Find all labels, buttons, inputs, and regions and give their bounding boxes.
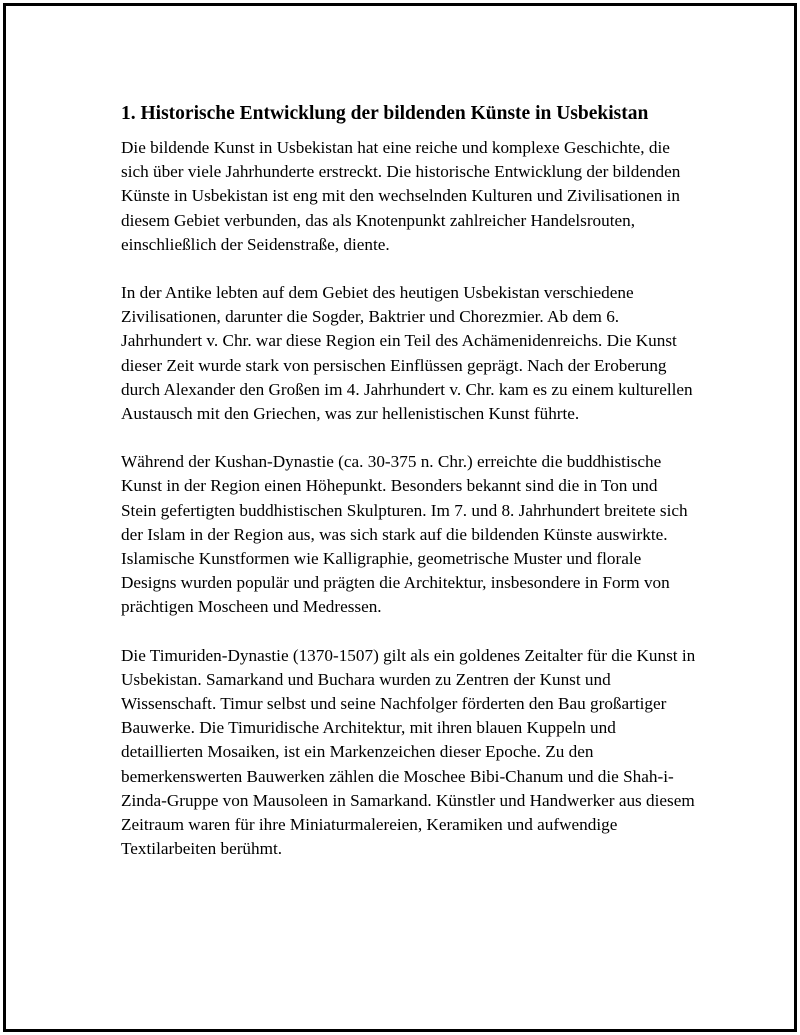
document-body (121, 102, 696, 885)
paragraph-1: Die bildende Kunst in Usbekistan hat eine reiche und komplexe Geschichte, die sich über viele Jahrhunderte erstreckt. Die historische Entwicklung der bildenden Künste in Usbekistan ist eng mit den wechselnden Kulturen und Zivilisationen in diesem Gebiet verbunden, das als Knotenpunkt zahlreicher Handelsrouten, einschließlich der Seidenstraße, diente. (121, 138, 681, 254)
section-title: 1. Historische Entwicklung der bildenden Künste in Usbekistan (121, 103, 649, 124)
page-frame (3, 3, 797, 1032)
paragraph-4: Die Timuriden-Dynastie (1370-1507) gilt als ein goldenes Zeitalter für die Kunst in Usbekistan. Samarkand und Buchara wurden zu Zentren der Kunst und Wissenschaft. Timur selbst und seine Nachfolger förderten den Bau großartiger Bauwerke. Die Timuridische Architektur, mit ihren blauen Kuppeln und detaillierten Mosaiken, ist ein Markenzeichen dieser Epoche. Zu den bemerkenswerten Bauwerken zählen die Moschee Bibi-Chanum und die Shah-i-Zinda-Gruppe von Mausoleen in Samarkand. Künstler und Handwerker aus diesem Zeitraum waren für ihre Miniaturmalereien, Keramiken und aufwendige Textilarbeiten berühmt. (121, 645, 696, 859)
paragraph-2: In der Antike lebten auf dem Gebiet des heutigen Usbekistan verschiedene Zivilisationen, darunter die Sogder, Baktrier und Chorezmier. Ab dem 6. Jahrhundert v. Chr. war diese Region ein Teil des Achämenidenreichs. Die Kunst dieser Zeit wurde stark von persischen Einflüssen geprägt. Nach der Eroberung durch Alexander den Großen im 4. Jahrhundert v. Chr. kam es zu einem kulturellen Austausch mit den Griechen, was zur hellenistischen Kunst führte. (121, 283, 693, 424)
paragraph-3: Während der Kushan-Dynastie (ca. 30-375 n. Chr.) erreichte die buddhistische Kunst in der Region einen Höhepunkt. Besonders bekannt sind die in Ton und Stein gefertigten buddhistischen Skulpturen. Im 7. und 8. Jahrhundert breitete sich der Islam in der Region aus, was sich stark auf die bildenden Künste auswirkte. Islamische Kunstformen wie Kalligraphie, geometrische Muster und florale Designs wurden populär und prägten die Architektur, insbesondere in Form von prächtigen Moscheen und Medressen. (121, 452, 688, 617)
